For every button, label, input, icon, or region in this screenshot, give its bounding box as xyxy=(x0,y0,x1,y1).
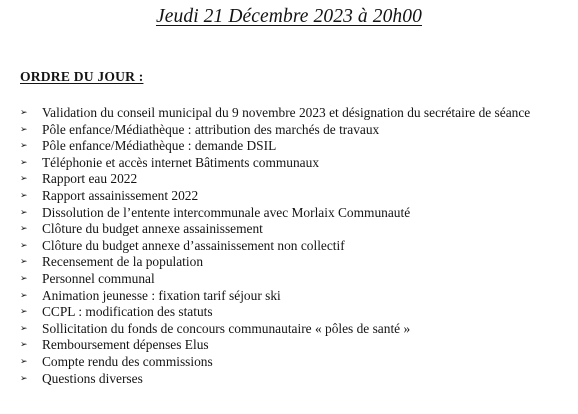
agenda-item-text: Remboursement dépenses Elus xyxy=(42,337,209,353)
bullet-arrow-icon: ➢ xyxy=(20,323,28,334)
agenda-item xyxy=(20,105,568,122)
bullet-arrow-icon: ➢ xyxy=(20,356,28,367)
agenda-item xyxy=(20,337,568,354)
agenda-item xyxy=(20,271,568,288)
bullet-arrow-icon: ➢ xyxy=(20,373,28,384)
agenda-item xyxy=(20,188,568,205)
agenda-item-text: Dissolution de l’entente intercommunale avec Morlaix Communauté xyxy=(42,204,411,220)
agenda-item xyxy=(20,205,568,222)
agenda-item-text: Clôture du budget annexe d’assainissement non collectif xyxy=(42,237,345,253)
agenda-item-text: Recensement de la population xyxy=(42,254,204,270)
agenda-item-text: Personnel communal xyxy=(42,270,155,286)
agenda-item xyxy=(20,254,568,271)
agenda-item xyxy=(20,138,568,155)
bullet-arrow-icon: ➢ xyxy=(20,340,28,351)
agenda-item xyxy=(20,122,568,139)
agenda-item-text: Rapport assainissement 2022 xyxy=(42,187,199,203)
agenda-item-text: Animation jeunesse : fixation tarif séjour ski xyxy=(42,287,281,303)
bullet-arrow-icon: ➢ xyxy=(20,157,28,168)
agenda-item-text: Téléphonie et accès internet Bâtiments communaux xyxy=(42,154,320,170)
bullet-arrow-icon: ➢ xyxy=(20,290,28,301)
bullet-arrow-icon: ➢ xyxy=(20,141,28,152)
agenda-item-text: Clôture du budget annexe assainissement xyxy=(42,221,263,237)
agenda-item xyxy=(20,288,568,305)
bullet-arrow-icon: ➢ xyxy=(20,224,28,235)
bullet-arrow-icon: ➢ xyxy=(20,307,28,318)
agenda-item-text: Rapport eau 2022 xyxy=(42,171,138,187)
agenda-item xyxy=(20,171,568,188)
agenda-item-text: Sollicitation du fonds de concours communautaire « pôles de santé » xyxy=(42,320,411,336)
agenda-item-text: Questions diverses xyxy=(42,370,143,386)
agenda-heading: ORDRE DU JOUR : xyxy=(20,69,144,84)
agenda-item xyxy=(20,238,568,255)
agenda-item xyxy=(20,304,568,321)
agenda-item-text: Validation du conseil municipal du 9 novembre 2023 et désignation du secrétaire de séance xyxy=(42,105,531,120)
agenda-item-text: Pôle enfance/Médiathèque : attribution des marchés de travaux xyxy=(42,121,380,137)
bullet-arrow-icon: ➢ xyxy=(20,190,28,201)
agenda-item-text: Compte rendu des commissions xyxy=(42,353,213,369)
bullet-arrow-icon: ➢ xyxy=(20,124,28,135)
agenda-item xyxy=(20,321,568,338)
bullet-arrow-icon: ➢ xyxy=(20,207,28,218)
agenda-item xyxy=(20,371,568,388)
agenda-item xyxy=(20,354,568,371)
bullet-arrow-icon: ➢ xyxy=(20,174,28,185)
bullet-arrow-icon: ➢ xyxy=(20,257,28,268)
agenda-list xyxy=(20,105,568,387)
agenda-item-text: Pôle enfance/Médiathèque : demande DSIL xyxy=(42,138,277,154)
bullet-arrow-icon: ➢ xyxy=(20,108,28,118)
meeting-date: Jeudi 21 Décembre 2023 à 20h00 xyxy=(155,6,422,27)
bullet-arrow-icon: ➢ xyxy=(20,273,28,284)
agenda-item xyxy=(20,221,568,238)
agenda-item xyxy=(20,155,568,172)
bullet-arrow-icon: ➢ xyxy=(20,240,28,251)
agenda-item-text: CCPL : modification des statuts xyxy=(42,304,213,320)
